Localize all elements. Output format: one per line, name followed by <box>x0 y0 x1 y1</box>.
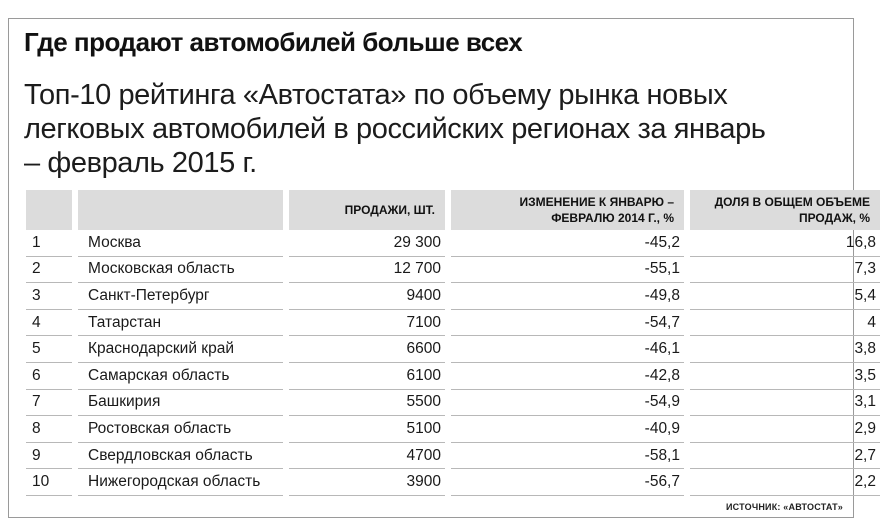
row-change: -40,9 <box>451 416 684 443</box>
row-share: 4 <box>690 310 880 337</box>
row-region: Москва <box>78 230 283 257</box>
row-rank: 10 <box>26 469 72 496</box>
row-region: Ростовская область <box>78 416 283 443</box>
table-row <box>26 310 880 337</box>
row-change: -49,8 <box>451 283 684 310</box>
row-sales: 29 300 <box>289 230 445 257</box>
row-sales: 5500 <box>289 390 445 417</box>
row-share: 3,5 <box>690 363 880 390</box>
table-row <box>26 230 880 257</box>
table-row <box>26 283 880 310</box>
header-share: ДОЛЯ В ОБЩЕМ ОБЪЕМЕ ПРОДАЖ, % <box>690 190 880 230</box>
table-row <box>26 257 880 284</box>
subtitle-line-1: Топ-10 рейтинга «Автостата» по объему рынка новых <box>24 79 728 111</box>
row-rank: 2 <box>26 257 72 284</box>
row-rank: 7 <box>26 390 72 417</box>
row-region: Московская область <box>78 257 283 284</box>
row-sales: 7100 <box>289 310 445 337</box>
row-change: -55,1 <box>451 257 684 284</box>
row-region: Нижегородская область <box>78 469 283 496</box>
chart-title: Где продают автомобилей больше всех <box>24 27 523 57</box>
row-sales: 4700 <box>289 443 445 470</box>
row-rank: 3 <box>26 283 72 310</box>
header-sales: ПРОДАЖИ, ШТ. <box>289 190 445 230</box>
table-row <box>26 416 880 443</box>
row-change: -54,9 <box>451 390 684 417</box>
row-sales: 12 700 <box>289 257 445 284</box>
row-share: 2,9 <box>690 416 880 443</box>
row-rank: 4 <box>26 310 72 337</box>
row-share: 3,8 <box>690 336 880 363</box>
row-region: Санкт-Петербург <box>78 283 283 310</box>
row-rank: 9 <box>26 443 72 470</box>
ranking-table <box>20 190 886 496</box>
row-change: -45,2 <box>451 230 684 257</box>
row-share: 5,4 <box>690 283 880 310</box>
table-row <box>26 469 880 496</box>
row-sales: 6100 <box>289 363 445 390</box>
header-change: ИЗМЕНЕНИЕ К ЯНВАРЮ – ФЕВРАЛЮ 2014 Г., % <box>451 190 684 230</box>
row-change: -58,1 <box>451 443 684 470</box>
subtitle-line-3: – февраль 2015 г. <box>24 147 257 179</box>
row-region: Самарская область <box>78 363 283 390</box>
row-sales: 6600 <box>289 336 445 363</box>
source-note: ИСТОЧНИК: «АВТОСТАТ» <box>726 502 843 512</box>
row-region: Башкирия <box>78 390 283 417</box>
row-share: 16,8 <box>690 230 880 257</box>
table-row <box>26 336 880 363</box>
header-rank <box>26 190 72 230</box>
row-region: Свердловская область <box>78 443 283 470</box>
chart-subtitle <box>24 78 844 180</box>
table-row <box>26 443 880 470</box>
row-region: Татарстан <box>78 310 283 337</box>
row-change: -42,8 <box>451 363 684 390</box>
row-sales: 5100 <box>289 416 445 443</box>
table-row <box>26 363 880 390</box>
table-header-row <box>26 190 880 230</box>
table-row <box>26 390 880 417</box>
row-change: -56,7 <box>451 469 684 496</box>
subtitle-line-2: легковых автомобилей в российских регионах за январь <box>24 113 766 145</box>
row-share: 2,7 <box>690 443 880 470</box>
row-rank: 6 <box>26 363 72 390</box>
row-region: Краснодарский край <box>78 336 283 363</box>
row-rank: 5 <box>26 336 72 363</box>
row-rank: 8 <box>26 416 72 443</box>
row-sales: 3900 <box>289 469 445 496</box>
row-change: -46,1 <box>451 336 684 363</box>
row-share: 2,2 <box>690 469 880 496</box>
row-share: 7,3 <box>690 257 880 284</box>
table-body <box>26 230 880 496</box>
header-region <box>78 190 283 230</box>
row-sales: 9400 <box>289 283 445 310</box>
row-rank: 1 <box>26 230 72 257</box>
row-change: -54,7 <box>451 310 684 337</box>
row-share: 3,1 <box>690 390 880 417</box>
